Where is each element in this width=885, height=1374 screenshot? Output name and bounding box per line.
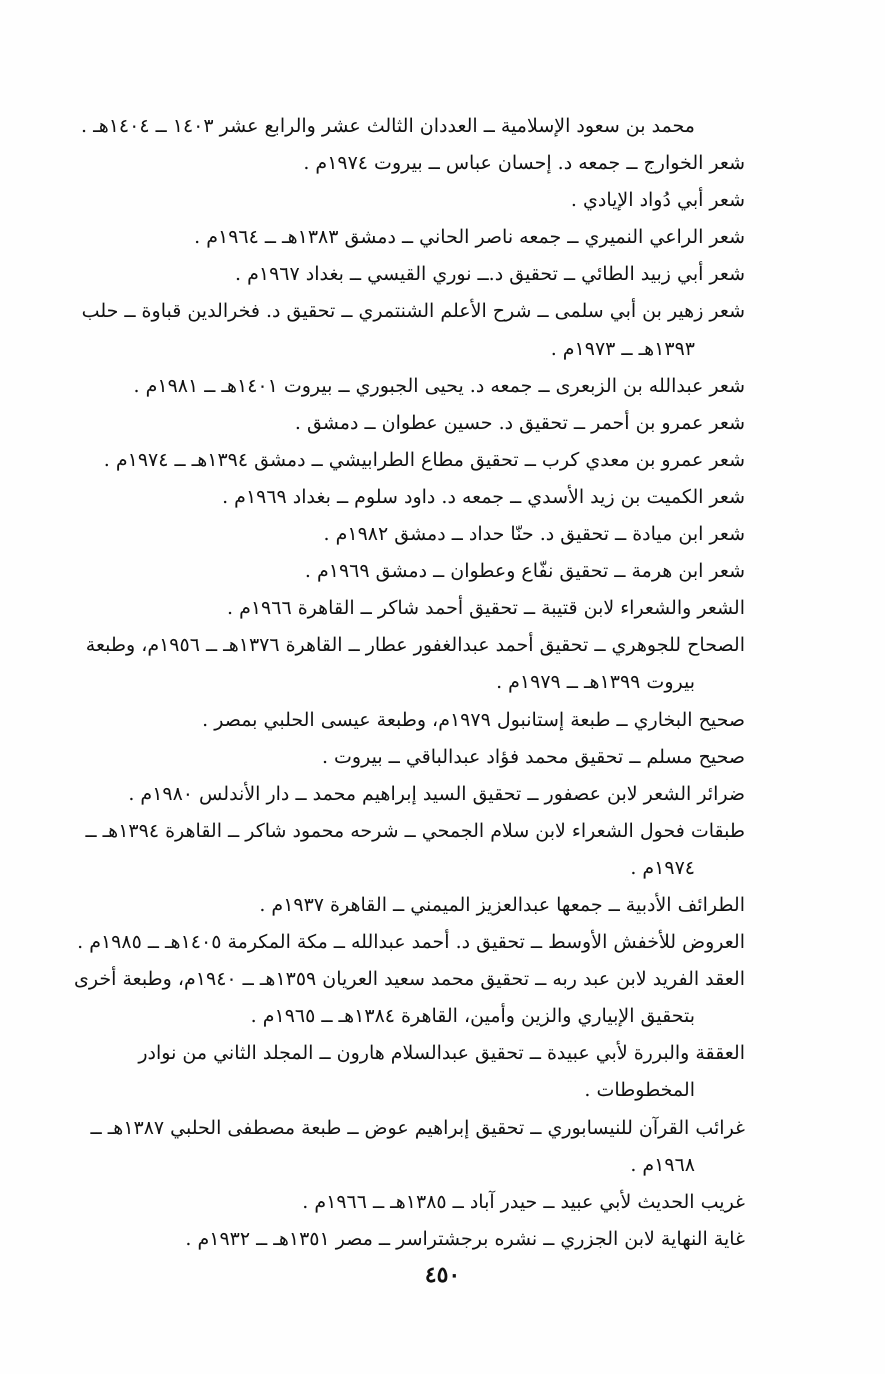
bibliography-entry: العقد الفريد لابن عبد ربه ــ تحقيق محمد سعيد العريان ١٣٥٩هـ ــ ١٩٤٠م، وطبعة أخرى: [74, 968, 745, 991]
bibliography-entry: شعر عبدالله بن الزبعرى ــ جمعه د. يحيى الجبوري ــ بيروت ١٤٠١هـ ــ ١٩٨١م .: [133, 374, 745, 397]
bibliography-entry-continuation: محمد بن سعود الإسلامية ــ العددان الثالث عشر والرابع عشر ١٤٠٣ ــ ١٤٠٤هـ .: [81, 115, 695, 137]
bibliography-entry-continuation: ١٩٦٨م .: [630, 1153, 695, 1176]
bibliography-list: [45, 108, 745, 1258]
bibliography-entry: الصحاح للجوهري ــ تحقيق أحمد عبدالغفور عطار ــ القاهرة ١٣٧٦هـ ــ ١٩٥٦م، وطبعة: [85, 634, 745, 657]
bibliography-entry: شعر عمرو بن أحمر ــ تحقيق د. حسين عطوان ــ دمشق .: [294, 411, 745, 434]
bibliography-entry-continuation: بتحقيق الإبياري والزين وأمين، القاهرة ١٣٨٤هـ ــ ١٩٦٥م .: [250, 1005, 695, 1028]
page-number: ٤٥٠: [424, 1262, 461, 1288]
bibliography-entry: شعر الراعي النميري ــ جمعه ناصر الحاني ــ دمشق ١٣٨٣هـ ــ ١٩٦٤م .: [194, 226, 745, 249]
bibliography-entry: شعر زهير بن أبي سلمى ــ شرح الأعلم الشنتمري ــ تحقيق د. فخرالدين قباوة ــ حلب: [81, 300, 745, 323]
bibliography-entry: العققة والبررة لأبي عبيدة ــ تحقيق عبدالسلام هارون ــ المجلد الثاني من نوادر: [138, 1042, 745, 1065]
bibliography-entry: الشعر والشعراء لابن قتيبة ــ تحقيق أحمد شاكر ــ القاهرة ١٩٦٦م .: [227, 597, 745, 620]
bibliography-entry: ضرائر الشعر لابن عصفور ــ تحقيق السيد إبراهيم محمد ــ دار الأندلس ١٩٨٠م .: [128, 782, 745, 805]
bibliography-entry: العروض للأخفش الأوسط ــ تحقيق د. أحمد عبدالله ــ مكة المكرمة ١٤٠٥هـ ــ ١٩٨٥م .: [77, 931, 745, 954]
bibliography-entry: شعر الكميت بن زيد الأسدي ــ جمعه د. داود سلوم ــ بغداد ١٩٦٩م .: [222, 485, 745, 508]
bibliography-entry: غاية النهاية لابن الجزري ــ نشره برجشتراسر ــ مصر ١٣٥١هـ ــ ١٩٣٢م .: [185, 1227, 745, 1250]
bibliography-entry: شعر الخوارج ــ جمعه د. إحسان عباس ــ بيروت ١٩٧٤م .: [303, 152, 745, 175]
bibliography-entry-continuation: ١٣٩٣هـ ــ ١٩٧٣م .: [550, 337, 695, 360]
bibliography-entry: غريب الحديث لأبي عبيد ــ حيدر آباد ــ ١٣٨٥هـ ــ ١٩٦٦م .: [302, 1190, 745, 1213]
bibliography-entry: صحيح البخاري ــ طبعة إستانبول ١٩٧٩م، وطبعة عيسى الحلبي بمصر .: [202, 708, 745, 731]
bibliography-entry: شعر ابن هرمة ــ تحقيق نفّاع وعطوان ــ دمشق ١٩٦٩م .: [304, 560, 745, 583]
bibliography-entry: شعر عمرو بن معدي كرب ــ تحقيق مطاع الطرابيشي ــ دمشق ١٣٩٤هـ ــ ١٩٧٤م .: [103, 448, 745, 471]
bibliography-entry-continuation: بيروت ١٣٩٩هـ ــ ١٩٧٩م .: [496, 671, 695, 694]
bibliography-entry-continuation: المخطوطات .: [584, 1079, 695, 1102]
bibliography-entry: صحيح مسلم ــ تحقيق محمد فؤاد عبدالباقي ــ بيروت .: [321, 745, 745, 768]
bibliography-entry: شعر ابن ميادة ــ تحقيق د. حنّا حداد ــ دمشق ١٩٨٢م .: [323, 523, 745, 546]
bibliography-entry: شعر أبي دُواد الإيادي .: [570, 189, 745, 212]
bibliography-entry: غرائب القرآن للنيسابوري ــ تحقيق إبراهيم عوض ــ طبعة مصطفى الحلبي ١٣٨٧هـ ــ: [90, 1116, 745, 1139]
bibliography-entry: طبقات فحول الشعراء لابن سلام الجمحي ــ شرحه محمود شاكر ــ القاهرة ١٣٩٤هـ ــ: [85, 819, 745, 842]
bibliography-entry: شعر أبي زبيد الطائي ــ تحقيق د.ــ نوري القيسي ــ بغداد ١٩٦٧م .: [235, 263, 745, 286]
bibliography-entry-continuation: ١٩٧٤م .: [630, 856, 695, 879]
bibliography-entry: الطرائف الأدبية ــ جمعها عبدالعزيز الميمني ــ القاهرة ١٩٣٧م .: [259, 893, 745, 916]
